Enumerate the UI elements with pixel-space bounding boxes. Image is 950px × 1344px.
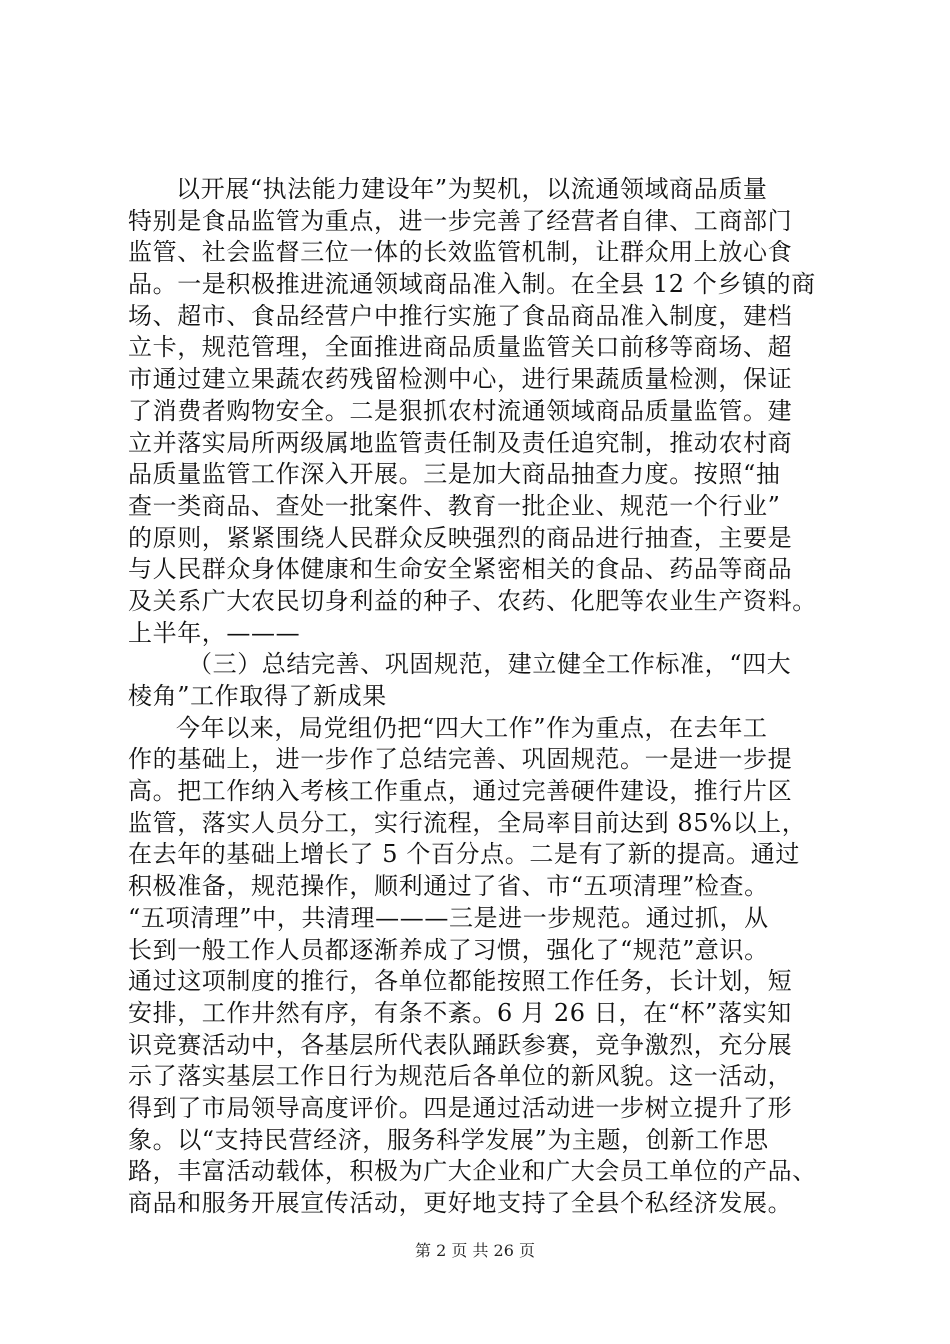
paragraph-line: 及关系广大农民切身利益的种子、农药、化肥等农业生产资料。 [128,586,817,615]
paragraph-line: 象。以“支持民营经济，服务科学发展”为主题，创新工作思 [128,1125,769,1154]
paragraph-line: 通过这项制度的推行，各单位都能按照工作任务，长计划，短 [128,967,793,996]
paragraph-line: 品。一是积极推进流通领域商品准入制。在全县 12 个乡镇的商 [128,270,816,299]
paragraph-line: 以开展“执法能力建设年”为契机，以流通领域商品质量 [176,175,768,203]
paragraph-line: 品质量监管工作深入开展。三是加大商品抽查力度。按照“抽 [128,460,781,489]
paragraph-line: 的原则，紧紧围绕人民群众反映强烈的商品进行抽查，主要是 [128,523,793,552]
paragraph-line: 了消费者购物安全。二是狠抓农村流通领域商品质量监管。建 [128,396,793,425]
paragraph-line: 查一类商品、查处一批案件、教育一批企业、规范一个行业” [128,491,781,520]
paragraph-line: 安排，工作井然有序，有条不紊。6 月 26 日，在“杯”落实知 [128,998,792,1027]
paragraph-line: 商品和服务开展宣传活动，更好地支持了全县个私经济发展。 [128,1189,793,1217]
paragraph-line: 高。把工作纳入考核工作重点，通过完善硬件建设，推行片区 [128,777,793,806]
paragraph-line: 作的基础上，进一步作了总结完善、巩固规范。一是进一步提 [128,745,793,774]
page-number-footer: 第 2 页 共 26 页 [415,1241,535,1260]
paragraph-line: 得到了市局领导高度评价。四是通过活动进一步树立提升了形 [128,1093,793,1122]
paragraph-line: 特别是食品监管为重点，进一步完善了经营者自律、工商部门 [128,206,793,235]
paragraph-line: 示了落实基层工作日行为规范后各单位的新风貌。这一活动， [128,1062,793,1091]
paragraph-line: 长到一般工作人员都逐渐养成了习惯，强化了“规范”意识。 [128,935,769,964]
section-heading-line: （三）总结完善、巩固规范，建立健全工作标准，“四大 [188,650,792,679]
paragraph-line: 识竞赛活动中，各基层所代表队踊跃参赛，竞争激烈，充分展 [128,1030,793,1059]
section-heading-line: 棱角”工作取得了新成果 [128,682,387,710]
paragraph-line: 市通过建立果蔬农药残留检测中心，进行果蔬质量检测，保证 [128,365,793,394]
paragraph-line: 积极准备，规范操作，顺利通过了省、市“五项清理”检查。 [128,872,769,901]
paragraph-line: 在去年的基础上增长了 5 个百分点。二是有了新的提高。通过 [128,840,800,869]
paragraph-line: 监管、社会监督三位一体的长效监管机制，让群众用上放心食 [128,238,793,267]
paragraph-line: 今年以来，局党组仍把“四大工作”作为重点，在去年工 [176,713,768,742]
paragraph-line: 立卡，规范管理，全面推进商品质量监管关口前移等商场、超 [128,333,793,362]
paragraph-line: “五项清理”中，共清理———三是进一步规范。通过抓，从 [128,903,769,932]
paragraph-line: 上半年，——— [128,618,301,647]
paragraph-line: 路，丰富活动载体，积极为广大企业和广大会员工单位的产品、 [128,1157,817,1186]
paragraph-line: 监管，落实人员分工，实行流程，全局率目前达到 85%以上， [128,808,807,837]
paragraph-line: 立并落实局所两级属地监管责任制及责任追究制，推动农村商 [128,428,793,457]
paragraph-line: 场、超市、食品经营户中推行实施了食品商品准入制度，建档 [128,301,793,330]
document-body [128,174,848,1220]
paragraph-line: 与人民群众身体健康和生命安全紧密相关的食品、药品等商品 [128,555,793,584]
